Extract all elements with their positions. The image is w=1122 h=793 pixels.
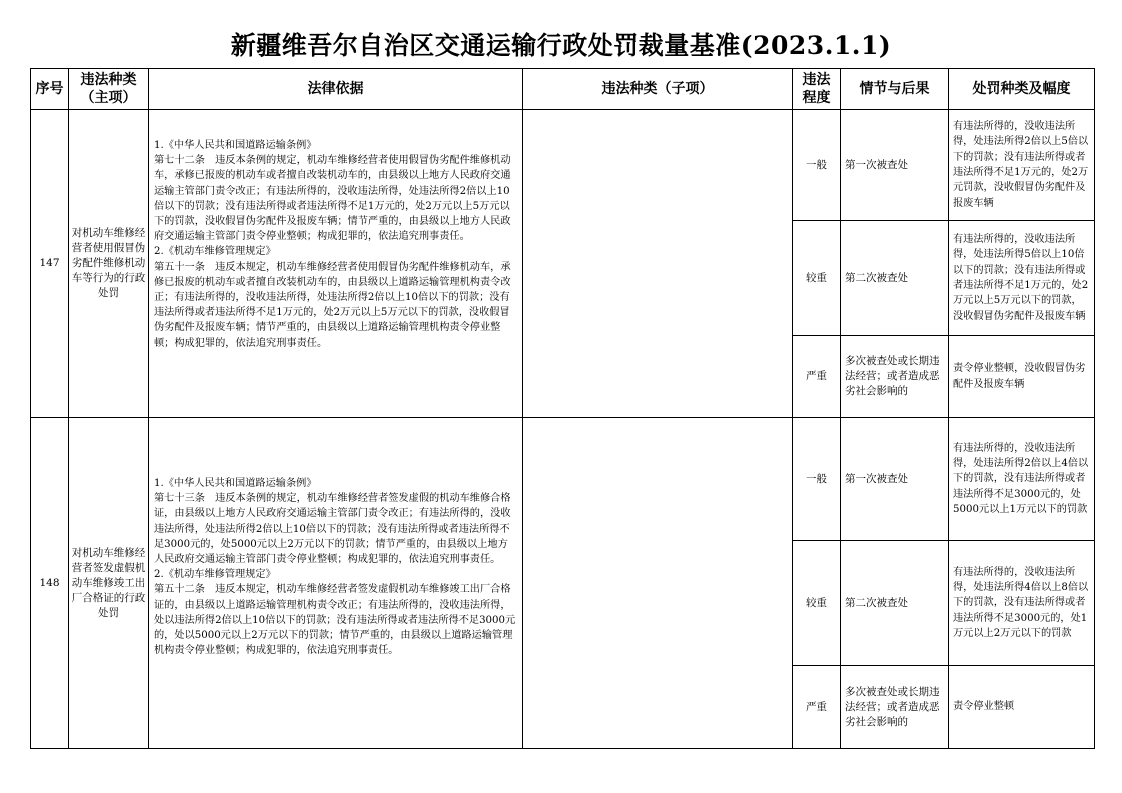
basis-paragraph: 1.《中华人民共和国道路运输条例》 xyxy=(154,478,317,489)
basis-paragraph: 第七十二条 违反本条例的规定，机动车维修经营者使用假冒伪劣配件维修机动车，承修已报废的机动车或者擅自改装机动车的，由县级以上地方人民政府交通运输主管部门责令改正；有违法所得的，没收违法所得，处违法所得2倍以上10倍以下的罚款；没有违法所得或者违法所得不足1万元的，处2万元以上5万元以下的罚款，没收假冒伪劣配件及报废车辆；情节严重的，由县级以上地方人民政府交通运输主管部门责令停业整顿；构成犯罪的，依法追究刑事责任。 xyxy=(154,155,511,243)
header-sub-type: 违法种类（子项） xyxy=(523,69,793,110)
circumstance-cell: 第二次被查处 xyxy=(841,541,949,666)
row-legal-basis xyxy=(149,418,523,749)
basis-paragraph: 1.《中华人民共和国道路运输条例》 xyxy=(154,140,317,151)
header-seq: 序号 xyxy=(31,69,69,110)
degree-cell: 一般 xyxy=(793,110,841,221)
degree-cell: 较重 xyxy=(793,221,841,336)
penalty-standard-table xyxy=(30,68,1095,749)
row-sub-type xyxy=(523,110,793,418)
page-title: 新疆维吾尔自治区交通运输行政处罚裁量基准(2023.1.1) xyxy=(230,31,892,60)
penalty-cell: 有违法所得的，没收违法所得，处违法所得5倍以上10倍以下的罚款；没有违法所得或者违法所得不足1万元的，处2万元以上5万元以下的罚款，没收假冒伪劣配件及报废车辆 xyxy=(949,221,1095,336)
circumstance-cell: 多次被查处或长期违法经营；或者造成恶劣社会影响的 xyxy=(841,666,949,749)
header-degree-line1: 违法 xyxy=(802,72,831,88)
degree-cell: 严重 xyxy=(793,336,841,418)
penalty-cell: 责令停业整顿 xyxy=(949,666,1095,749)
circumstance-cell: 多次被查处或长期违法经营；或者造成恶劣社会影响的 xyxy=(841,336,949,418)
basis-paragraph: 第七十三条 违反本条例的规定，机动车维修经营者签发虚假的机动车维修合格证，由县级以上地方人民政府交通运输主管部门责令改正；有违法所得的，没收违法所得，处违法所得2倍以上10倍以下的罚款；没有违法所得或者违法所得不足3000元的，处5000元以上2万元以下的罚款；情节严重的，由县级以上地方人民政府交通运输主管部门责令停业整顿；构成犯罪的，依法追究刑事责任。 xyxy=(154,493,511,566)
degree-cell: 严重 xyxy=(793,666,841,749)
table-row xyxy=(31,110,1095,221)
row-seq: 147 xyxy=(31,110,69,418)
penalty-cell: 有违法所得的，没收违法所得，处违法所得2倍以上5倍以下的罚款；没有违法所得或者违法所得不足1万元的，处2万元罚款，没收假冒伪劣配件及报废车辆 xyxy=(949,110,1095,221)
row-sub-type xyxy=(523,418,793,749)
row-main-type: 对机动车维修经营者签发虚假机动车维修竣工出厂合格证的行政处罚 xyxy=(69,418,149,749)
penalty-cell: 责令停业整顿，没收假冒伪劣配件及报废车辆 xyxy=(949,336,1095,418)
basis-paragraph: 第五十二条 违反本规定，机动车维修经营者签发虚假机动车维修竣工出厂合格证的，由县级以上道路运输管理机构责令改正；有违法所得的，没收违法所得，处以违法所得2倍以上10倍以下的罚款；没有违法所得或者违法所得不足3000元的，处以5000元以上2万元以下的罚款；情节严重的，由县级以上道路运输管理机构责令停业整顿；构成犯罪的，依法追究刑事责任。 xyxy=(154,584,516,657)
degree-cell: 较重 xyxy=(793,541,841,666)
header-circumstance: 情节与后果 xyxy=(841,69,949,110)
header-main-type-line1: 违法种类 xyxy=(80,72,137,88)
basis-paragraph: 2.《机动车维修管理规定》 xyxy=(154,246,276,258)
header-main-type-line2: （主项） xyxy=(80,90,137,106)
header-penalty: 处罚种类及幅度 xyxy=(949,69,1095,110)
circumstance-cell: 第一次被查处 xyxy=(841,110,949,221)
penalty-cell: 有违法所得的，没收违法所得，处违法所得2倍以上4倍以下的罚款，没有违法所得或者违法所得不足3000元的，处5000元以上1万元以下的罚款 xyxy=(949,418,1095,541)
basis-paragraph: 第五十一条 违反本规定，机动车维修经营者使用假冒伪劣配件维修机动车，承修已报废的机动车或者擅自改装机动车的，由县级以上道路运输管理机构责令改正；有违法所得的，没收违法所得，处违法所得2倍以上10倍以下的罚款；没有违法所得或者违法所得不足1万元的，处2万元以上5万元以下的罚款，没收假冒伪劣配件及报废车辆；情节严重的，由县级以上道路运输管理机构责令停业整顿；构成犯罪的，依法追究刑事责任。 xyxy=(154,261,511,349)
table-row xyxy=(31,418,1095,541)
table-header-row xyxy=(31,69,1095,110)
circumstance-cell: 第一次被查处 xyxy=(841,418,949,541)
degree-cell: 一般 xyxy=(793,418,841,541)
header-legal-basis: 法律依据 xyxy=(149,69,523,110)
row-seq: 148 xyxy=(31,418,69,749)
circumstance-cell: 第二次被查处 xyxy=(841,221,949,336)
penalty-cell: 有违法所得的，没收违法所得，处违法所得4倍以上8倍以下的罚款，没有违法所得或者违法所得不足3000元的，处1万元以上2万元以下的罚款 xyxy=(949,541,1095,666)
basis-paragraph: 2.《机动车维修管理规定》 xyxy=(154,569,276,581)
header-degree xyxy=(793,69,841,110)
row-main-type: 对机动车维修经营者使用假冒伪劣配件维修机动车等行为的行政处罚 xyxy=(69,110,149,418)
header-main-type xyxy=(69,69,149,110)
header-degree-line2: 程度 xyxy=(802,90,831,106)
row-legal-basis xyxy=(149,110,523,418)
